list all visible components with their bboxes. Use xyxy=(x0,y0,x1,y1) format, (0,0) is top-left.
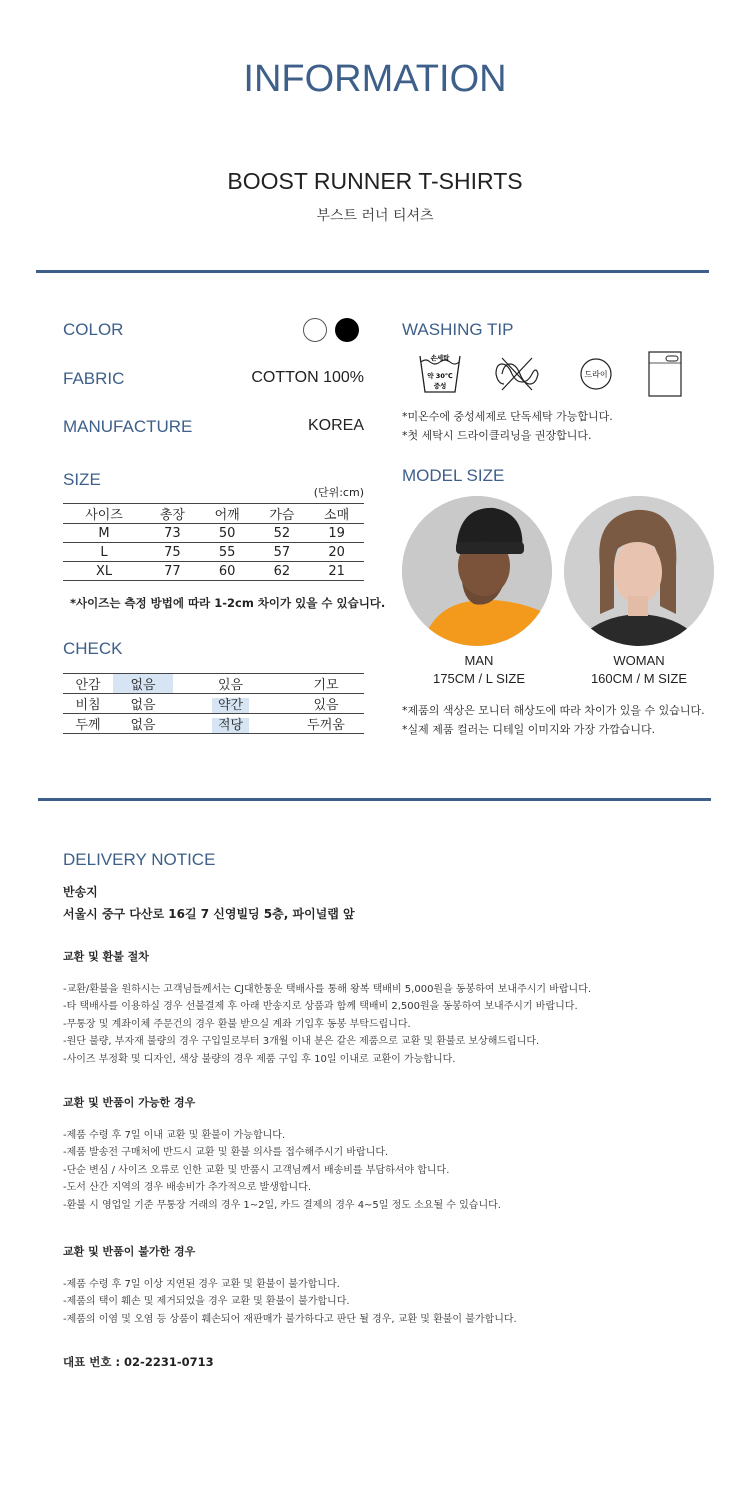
woman-model-size: 160CM / M SIZE xyxy=(590,671,688,686)
size-table-header xyxy=(63,504,364,524)
washing-note: *첫 세탁시 드라이클리닝을 권장합니다. xyxy=(402,429,592,442)
size-cell: 75 xyxy=(164,544,181,560)
exchange-procedure-line: -원단 불량, 부자재 불량의 경우 구입일로부터 3개월 이내 분은 같은 제품으로 교환 및 환불로 보상해드립니다. xyxy=(63,1036,540,1047)
exchange-possible-line: -도서 산간 지역의 경우 배송비가 추가적으로 발생합니다. xyxy=(63,1182,312,1193)
size-cell: 21 xyxy=(328,563,345,579)
size-table xyxy=(63,503,364,581)
exchange-possible-line: -환불 시 영업일 기준 무통장 거래의 경우 1~2일, 카드 결제의 경우 4~5일 정도 소요될 수 있습니다. xyxy=(63,1200,501,1211)
washing-note: *미온수에 중성세제로 단독세탁 가능합니다. xyxy=(402,410,613,423)
exchange-procedure-line: -교환/환불을 원하시는 고객님들께서는 CJ대한통운 택배사를 통해 왕복 택배비 5,000원을 동봉하여 보내주시기 바랍니다. xyxy=(63,984,592,995)
table-row xyxy=(63,694,364,714)
man-model-photo xyxy=(402,496,552,646)
color-swatch-black xyxy=(335,318,359,342)
hand-wash-icon xyxy=(418,352,462,396)
size-cell: M xyxy=(98,525,110,541)
check-option: 두꺼움 xyxy=(307,718,345,733)
exchange-procedure-line: -타 택배사를 이용하실 경우 선불결제 후 아래 반송지로 상품과 함께 택배비 2,500원을 동봉하여 보내주시기 바랍니다. xyxy=(63,1001,578,1012)
hand-wash-text: 약 30℃ xyxy=(427,372,453,380)
size-col-header: 사이즈 xyxy=(85,508,123,523)
size-cell: 60 xyxy=(218,563,236,579)
exchange-impossible-line: -제품 수령 후 7일 이상 지연된 경우 교환 및 환불이 불가합니다. xyxy=(63,1279,340,1290)
exchange-possible-line: -제품 발송전 구매처에 반드시 교환 및 환불 의사를 접수해주시기 바랍니다. xyxy=(63,1147,389,1158)
check-option: 기모 xyxy=(313,678,339,693)
size-note: *사이즈는 측정 방법에 따라 1-2cm 차이가 있을 수 있습니다. xyxy=(70,596,386,610)
dry-clean-icon xyxy=(574,352,618,396)
check-option: 없음 xyxy=(130,698,156,713)
table-row xyxy=(63,714,364,734)
delivery-divider xyxy=(38,798,711,801)
check-option: 없음 xyxy=(130,718,156,733)
phone-number: 대표 번호 : 02-2231-0713 xyxy=(63,1355,214,1369)
size-cell: 19 xyxy=(328,525,345,541)
exchange-impossible-line: -제품의 이염 및 오염 등 상품이 훼손되어 재판매가 불가하다고 판단 될 경우, 교환 및 환불이 불가합니다. xyxy=(63,1314,517,1325)
size-label: SIZE xyxy=(63,470,101,489)
check-row-name: 안감 xyxy=(75,678,101,693)
exchange-possible-title: 교환 및 반품이 가능한 경우 xyxy=(63,1096,196,1109)
size-col-header: 소매 xyxy=(324,508,350,523)
check-option: 있음 xyxy=(217,678,244,693)
check-option-selected xyxy=(173,694,288,714)
check-table xyxy=(63,673,364,734)
check-option-selected: 없음 xyxy=(113,674,173,694)
hand-wash-text: 손세탁 xyxy=(430,354,450,362)
table-row xyxy=(63,674,364,694)
size-cell: 50 xyxy=(218,525,236,541)
return-address-title: 반송지 xyxy=(63,885,98,899)
exchange-procedure-line: -무통장 및 계좌이체 주문건의 경우 환불 받으실 계좌 기입후 동봉 부탁드립니다. xyxy=(63,1019,411,1030)
size-cell: 62 xyxy=(273,563,291,579)
table-row xyxy=(63,524,364,543)
check-option-highlight: 약간 xyxy=(212,698,249,713)
washing-tip-label: WASHING TIP xyxy=(402,320,514,339)
exchange-possible-line: -제품 수령 후 7일 이내 교환 및 환불이 가능합니다. xyxy=(63,1130,286,1141)
check-row-name: 두께 xyxy=(75,718,101,733)
size-unit: (단위:cm) xyxy=(313,486,364,499)
size-cell: 55 xyxy=(218,544,236,560)
man-model-gender: MAN xyxy=(464,653,494,668)
top-divider xyxy=(36,270,709,273)
fabric-label: FABRIC xyxy=(63,369,125,388)
check-row-name: 비침 xyxy=(75,698,101,713)
manufacture-value: KOREA xyxy=(307,417,364,434)
check-option-highlight: 적당 xyxy=(212,718,249,733)
table-row xyxy=(63,562,364,581)
table-row xyxy=(63,543,364,562)
woman-model-illustration xyxy=(564,496,714,646)
size-cell: 77 xyxy=(164,563,181,579)
size-cell: L xyxy=(100,544,108,560)
man-model-size: 175CM / L SIZE xyxy=(433,671,525,686)
color-swatch-white xyxy=(303,318,327,342)
product-name-ko: 부스트 러너 티셔츠 xyxy=(316,208,434,224)
return-address: 서울시 중구 다산로 16길 7 신영빌딩 5층, 파이널랩 앞 xyxy=(63,907,355,921)
model-note: *제품의 색상은 모니터 해상도에 따라 차이가 있을 수 있습니다. xyxy=(402,704,705,717)
check-option: 있음 xyxy=(313,698,339,713)
dry-clean-text: 드라이 xyxy=(584,370,608,379)
model-size-label: MODEL SIZE xyxy=(402,466,505,485)
color-label: COLOR xyxy=(63,320,124,339)
fabric-value: COTTON 100% xyxy=(251,369,364,386)
delivery-notice-label: DELIVERY NOTICE xyxy=(63,850,216,869)
size-cell: 20 xyxy=(328,544,345,560)
no-wring-icon xyxy=(492,352,542,396)
hand-wash-text: 중성 xyxy=(433,382,447,390)
size-cell: 73 xyxy=(164,525,181,541)
no-tumble-icon xyxy=(648,351,682,397)
woman-model-gender: WOMAN xyxy=(613,653,665,668)
manufacture-label: MANUFACTURE xyxy=(63,417,193,436)
woman-model-photo xyxy=(564,496,714,646)
exchange-impossible-title: 교환 및 반품이 불가한 경우 xyxy=(63,1245,196,1258)
check-label: CHECK xyxy=(63,639,123,658)
exchange-possible-line: -단순 변심 / 사이즈 오류로 인한 교환 및 반품시 고객님께서 배송비를 부담하셔야 합니다. xyxy=(63,1165,450,1176)
model-note: *실제 제품 컬러는 디테일 이미지와 가장 가깝습니다. xyxy=(402,723,656,736)
size-col-header: 어깨 xyxy=(214,508,240,523)
exchange-impossible-line: -제품의 택이 훼손 및 제거되었을 경우 교환 및 환불이 불가합니다. xyxy=(63,1296,350,1307)
exchange-procedure-title: 교환 및 환불 절차 xyxy=(63,950,149,963)
product-name-en: BOOST RUNNER T-SHIRTS xyxy=(227,168,523,194)
size-cell: 52 xyxy=(273,525,291,541)
size-col-header: 가슴 xyxy=(269,508,295,523)
check-option-selected xyxy=(173,714,288,734)
size-cell: 57 xyxy=(273,544,291,560)
size-cell: XL xyxy=(95,563,113,579)
exchange-procedure-line: -사이즈 부정확 및 디자인, 색상 불량의 경우 제품 구입 후 10일 이내로 교환이 가능합니다. xyxy=(63,1054,456,1065)
man-model-illustration xyxy=(402,496,552,646)
page-title: INFORMATION xyxy=(243,58,507,100)
size-col-header: 총장 xyxy=(159,508,185,523)
